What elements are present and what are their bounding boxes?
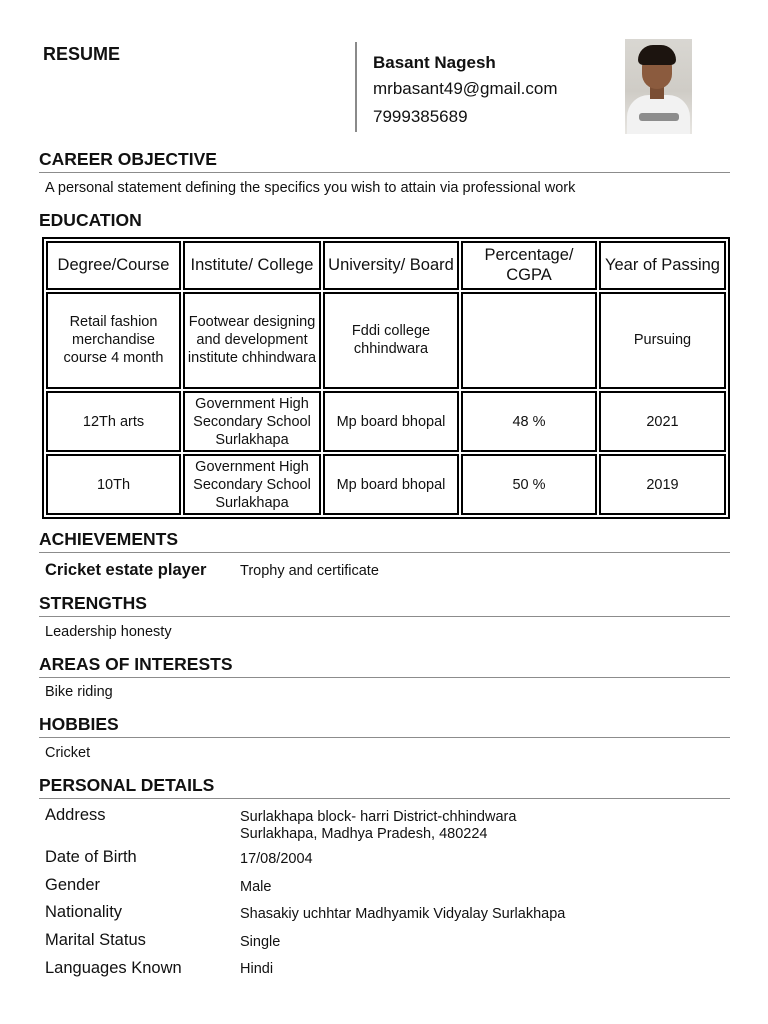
education-header-row bbox=[46, 241, 726, 290]
gender-label: Gender bbox=[45, 876, 101, 894]
resume-title: RESUME bbox=[43, 44, 121, 64]
achievement-value: Trophy and certificate bbox=[240, 563, 379, 579]
profile-photo bbox=[625, 39, 692, 134]
candidate-name: Basant Nagesh bbox=[373, 53, 496, 72]
col-percentage: Percentage/ CGPA bbox=[461, 241, 597, 290]
strengths-rule bbox=[39, 616, 730, 617]
career-objective-text: A personal statement defining the specifics you wish to attain via professional work bbox=[45, 180, 576, 196]
education-table bbox=[42, 237, 730, 519]
hobbies-heading: HOBBIES bbox=[39, 714, 119, 734]
header-divider bbox=[355, 42, 357, 132]
achievements-rule bbox=[39, 552, 730, 553]
photo-shirt-print bbox=[639, 113, 679, 121]
career-objective-rule bbox=[39, 172, 730, 173]
hobbies-rule bbox=[39, 737, 730, 738]
table-row bbox=[46, 454, 726, 515]
col-university: University/ Board bbox=[323, 241, 459, 290]
nationality-value: Shasakiy uchhtar Madhyamik Vidyalay Surlakhapa bbox=[240, 906, 566, 922]
strengths-text: Leadership honesty bbox=[45, 624, 172, 640]
cell-year: Pursuing bbox=[599, 292, 726, 389]
strengths-heading: STRENGTHS bbox=[39, 593, 147, 613]
cell-university: Mp board bhopal bbox=[323, 391, 459, 452]
languages-label: Languages Known bbox=[45, 959, 182, 977]
cell-degree: 12Th arts bbox=[46, 391, 181, 452]
photo-hair bbox=[638, 45, 676, 65]
cell-university: Fddi college chhindwara bbox=[323, 292, 459, 389]
cell-institute: Government High Secondary School Surlakhapa bbox=[183, 454, 321, 515]
cell-degree: Retail fashion merchandise course 4 month bbox=[46, 292, 181, 389]
cell-percentage: 48 % bbox=[461, 391, 597, 452]
achievement-label: Cricket estate player bbox=[45, 561, 207, 579]
career-objective-heading: CAREER OBJECTIVE bbox=[39, 149, 217, 169]
cell-institute: Government High Secondary School Surlakhapa bbox=[183, 391, 321, 452]
address-line-1: Surlakhapa block- harri District-chhindwara bbox=[240, 809, 517, 825]
gender-value: Male bbox=[240, 879, 272, 895]
cell-year: 2019 bbox=[599, 454, 726, 515]
cell-year: 2021 bbox=[599, 391, 726, 452]
cell-percentage: 50 % bbox=[461, 454, 597, 515]
address-line-2: Surlakhapa, Madhya Pradesh, 480224 bbox=[240, 826, 488, 842]
col-year: Year of Passing bbox=[599, 241, 726, 290]
nationality-label: Nationality bbox=[45, 903, 123, 921]
marital-status-value: Single bbox=[240, 934, 281, 950]
cell-degree: 10Th bbox=[46, 454, 181, 515]
table-row bbox=[46, 292, 726, 389]
personal-details-rule bbox=[39, 798, 730, 799]
achievements-heading: ACHIEVEMENTS bbox=[39, 529, 179, 549]
interests-heading: AREAS OF INTERESTS bbox=[39, 654, 233, 674]
col-institute: Institute/ College bbox=[183, 241, 321, 290]
interests-text: Bike riding bbox=[45, 684, 113, 700]
candidate-email: mrbasant49@gmail.com bbox=[373, 79, 558, 98]
cell-institute: Footwear designing and development institute chhindwara bbox=[183, 292, 321, 389]
personal-details-heading: PERSONAL DETAILS bbox=[39, 775, 215, 795]
education-heading: EDUCATION bbox=[39, 210, 142, 230]
table-row bbox=[46, 391, 726, 452]
languages-value: Hindi bbox=[240, 961, 274, 977]
dob-value: 17/08/2004 bbox=[240, 851, 313, 867]
dob-label: Date of Birth bbox=[45, 848, 137, 866]
address-label: Address bbox=[45, 806, 106, 824]
cell-university: Mp board bhopal bbox=[323, 454, 459, 515]
hobbies-text: Cricket bbox=[45, 745, 91, 761]
candidate-phone: 7999385689 bbox=[373, 107, 468, 126]
marital-status-label: Marital Status bbox=[45, 931, 146, 949]
cell-percentage bbox=[461, 292, 597, 389]
col-degree: Degree/Course bbox=[46, 241, 181, 290]
interests-rule bbox=[39, 677, 730, 678]
